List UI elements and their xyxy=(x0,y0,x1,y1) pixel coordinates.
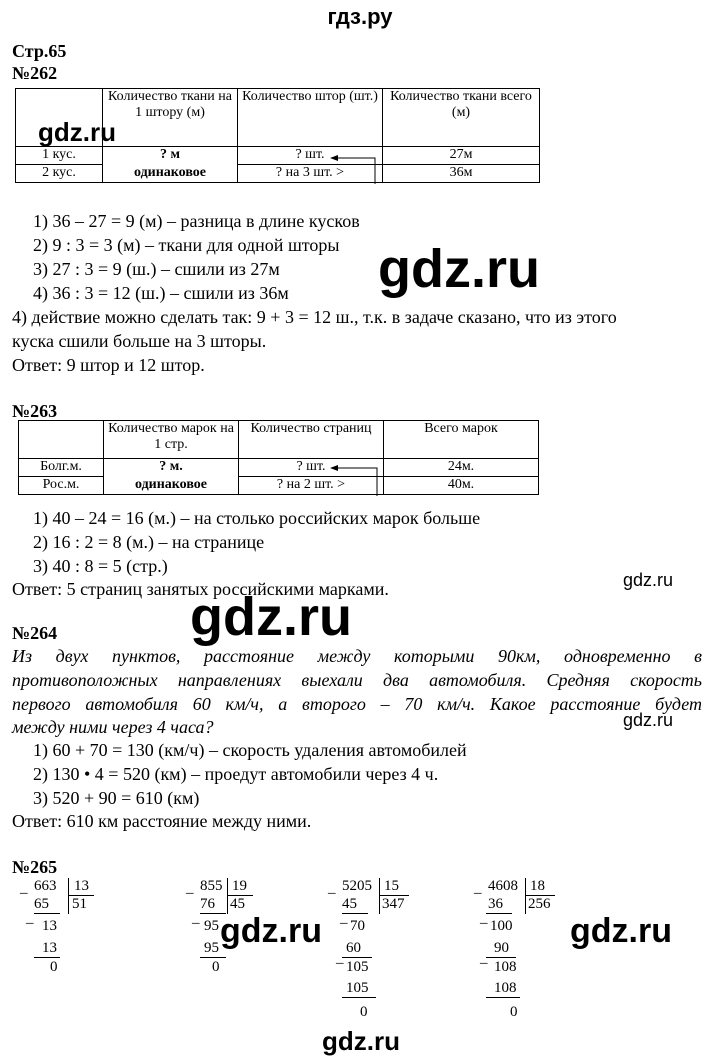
step: 90 xyxy=(494,940,509,956)
watermark: gdz.ru xyxy=(570,912,672,950)
task-263-title: №263 xyxy=(12,401,58,421)
minus-sign: _ xyxy=(480,950,488,966)
quotient: 256 xyxy=(528,896,551,912)
step-line xyxy=(486,957,516,958)
page-number: Стр.65 xyxy=(12,41,67,61)
step: 13 xyxy=(42,940,57,956)
table-cell: ? м xyxy=(103,147,238,165)
table-cell: Количество ткани всего (м) xyxy=(383,89,540,147)
dividend: 4608 xyxy=(488,878,518,894)
division-bar xyxy=(68,895,94,896)
quotient: 45 xyxy=(230,896,245,912)
minus-sign: _ xyxy=(336,950,344,966)
solution-line: 1) 40 – 24 = 16 (м.) – на столько российских марок больше xyxy=(33,508,481,528)
divisor: 15 xyxy=(384,878,399,894)
step: 0 xyxy=(510,1004,518,1020)
solution-line: 2) 9 : 3 = 3 (м) – ткани для одной шторы xyxy=(33,235,340,255)
answer-line: Ответ: 5 страниц занятых российскими марками. xyxy=(12,579,389,599)
watermark: gdz.ru xyxy=(378,239,540,299)
step: 36 xyxy=(488,896,503,912)
step: 70 xyxy=(350,918,365,934)
solution-line: куска сшили больше на 3 шторы. xyxy=(12,331,267,351)
table-cell: ? шт. xyxy=(239,459,384,477)
solution-line: 2) 16 : 2 = 8 (м.) – на странице xyxy=(33,532,265,552)
table-cell: Всего марок xyxy=(384,421,539,459)
answer-line: Ответ: 9 штор и 12 штор. xyxy=(12,355,205,375)
step-line xyxy=(342,997,376,998)
minus-sign: _ xyxy=(340,910,348,926)
step: 105 xyxy=(346,980,369,996)
step: 0 xyxy=(212,959,220,975)
solution-line: 4) 36 : 3 = 12 (ш.) – сшили из 36м xyxy=(33,283,289,303)
division-bar xyxy=(379,878,380,914)
table-cell: ? на 3 шт. > xyxy=(238,165,383,183)
table-cell: Количество марок на 1 стр. xyxy=(104,421,239,459)
step: 105 xyxy=(346,959,369,975)
step: 60 xyxy=(346,940,361,956)
step-line xyxy=(34,913,60,914)
table-cell: ? м. xyxy=(104,459,239,477)
solution-line: 3) 40 : 8 = 5 (стр.) xyxy=(33,556,168,576)
minus-sign: _ xyxy=(328,880,336,896)
table-cell: 36м xyxy=(383,165,540,183)
step-line xyxy=(342,957,372,958)
step-line xyxy=(200,957,226,958)
dividend: 855 xyxy=(200,878,223,894)
table-cell: Количество страниц xyxy=(239,421,384,459)
division-bar xyxy=(379,895,409,896)
step: 95 xyxy=(204,940,219,956)
arrow-icon xyxy=(320,462,390,500)
step: 108 xyxy=(494,959,517,975)
step: 65 xyxy=(34,896,49,912)
step: 100 xyxy=(490,918,513,934)
table-cell: ? на 2 шт. > xyxy=(239,477,384,495)
minus-sign: _ xyxy=(26,910,34,926)
task-text-line: первого автомобиля 60 км/ч, а второго – 70 км/ч. Какое расстояние будет xyxy=(12,694,702,714)
site-header: гдз.ру xyxy=(327,4,393,29)
task-text-line: противоположных направлениях выехали два автомобиля. Средняя скорость xyxy=(12,670,702,690)
watermark: gdz.ru xyxy=(38,117,116,147)
minus-sign: _ xyxy=(186,880,194,896)
table-cell: 2 кус. xyxy=(16,165,103,183)
step: 95 xyxy=(204,918,219,934)
table-cell: Рос.м. xyxy=(19,477,104,495)
divisor: 18 xyxy=(530,878,545,894)
step: 0 xyxy=(50,959,58,975)
table-cell: 40м. xyxy=(384,477,539,495)
dividend: 5205 xyxy=(342,878,372,894)
table-cell: 24м. xyxy=(384,459,539,477)
quotient: 347 xyxy=(382,896,405,912)
division-bar xyxy=(227,895,253,896)
minus-sign: _ xyxy=(192,910,200,926)
step: 13 xyxy=(42,918,57,934)
minus-sign: _ xyxy=(20,880,28,896)
step-line xyxy=(486,997,520,998)
solution-line: 1) 36 – 27 = 9 (м) – разница в длине кусков xyxy=(33,211,360,231)
watermark: gdz.ru xyxy=(322,1026,400,1056)
table-cell: ? шт. xyxy=(238,147,383,165)
table-cell: 27м xyxy=(383,147,540,165)
step: 108 xyxy=(494,980,517,996)
solution-line: 4) действие можно сделать так: 9 + 3 = 12 ш., т.к. в задаче сказано, что из этого xyxy=(12,307,617,327)
step: 76 xyxy=(200,896,215,912)
division-bar xyxy=(227,878,228,914)
task-262-title: №262 xyxy=(12,63,58,83)
arrow-icon xyxy=(320,152,390,190)
table-cell xyxy=(19,421,104,459)
minus-sign: _ xyxy=(480,910,488,926)
dividend: 663 xyxy=(34,878,57,894)
task-text-line: Из двух пунктов, расстояние между которыми 90км, одновременно в xyxy=(12,646,702,666)
table-cell: Болг.м. xyxy=(19,459,104,477)
divisor: 19 xyxy=(232,878,247,894)
watermark: gdz.ru xyxy=(190,587,352,647)
table-cell: 1 кус. xyxy=(16,147,103,165)
divisor: 13 xyxy=(74,878,89,894)
table-cell: Количество ткани на 1 штору (м) xyxy=(103,89,238,147)
solution-line: 2) 130 • 4 = 520 (км) – проедут автомобили через 4 ч. xyxy=(33,764,439,784)
step-line xyxy=(34,957,60,958)
step: 0 xyxy=(360,1004,368,1020)
table-cell: одинаковое xyxy=(103,165,238,183)
task-263-table xyxy=(18,420,539,495)
division-bar xyxy=(68,878,69,914)
quotient: 51 xyxy=(72,896,87,912)
task-264-title: №264 xyxy=(12,623,58,643)
step: 45 xyxy=(342,896,357,912)
answer-line: Ответ: 610 км расстояние между ними. xyxy=(12,811,312,831)
watermark: gdz.ru xyxy=(623,710,674,730)
division-bar xyxy=(525,895,555,896)
solution-line: 3) 520 + 90 = 610 (км) xyxy=(33,788,200,808)
watermark: gdz.ru xyxy=(623,570,674,590)
division-bar xyxy=(525,878,526,914)
solution-line: 3) 27 : 3 = 9 (ш.) – сшили из 27м xyxy=(33,259,280,279)
watermark: gdz.ru xyxy=(220,912,322,950)
solution-line: 1) 60 + 70 = 130 (км/ч) – скорость удаления автомобилей xyxy=(33,740,467,760)
table-cell: одинаковое xyxy=(104,477,239,495)
step-line xyxy=(486,913,512,914)
minus-sign: _ xyxy=(474,880,482,896)
task-text-line: между ними через 4 часа? xyxy=(12,717,214,737)
task-265-title: №265 xyxy=(12,857,58,877)
table-cell: Количество штор (шт.) xyxy=(238,89,383,147)
